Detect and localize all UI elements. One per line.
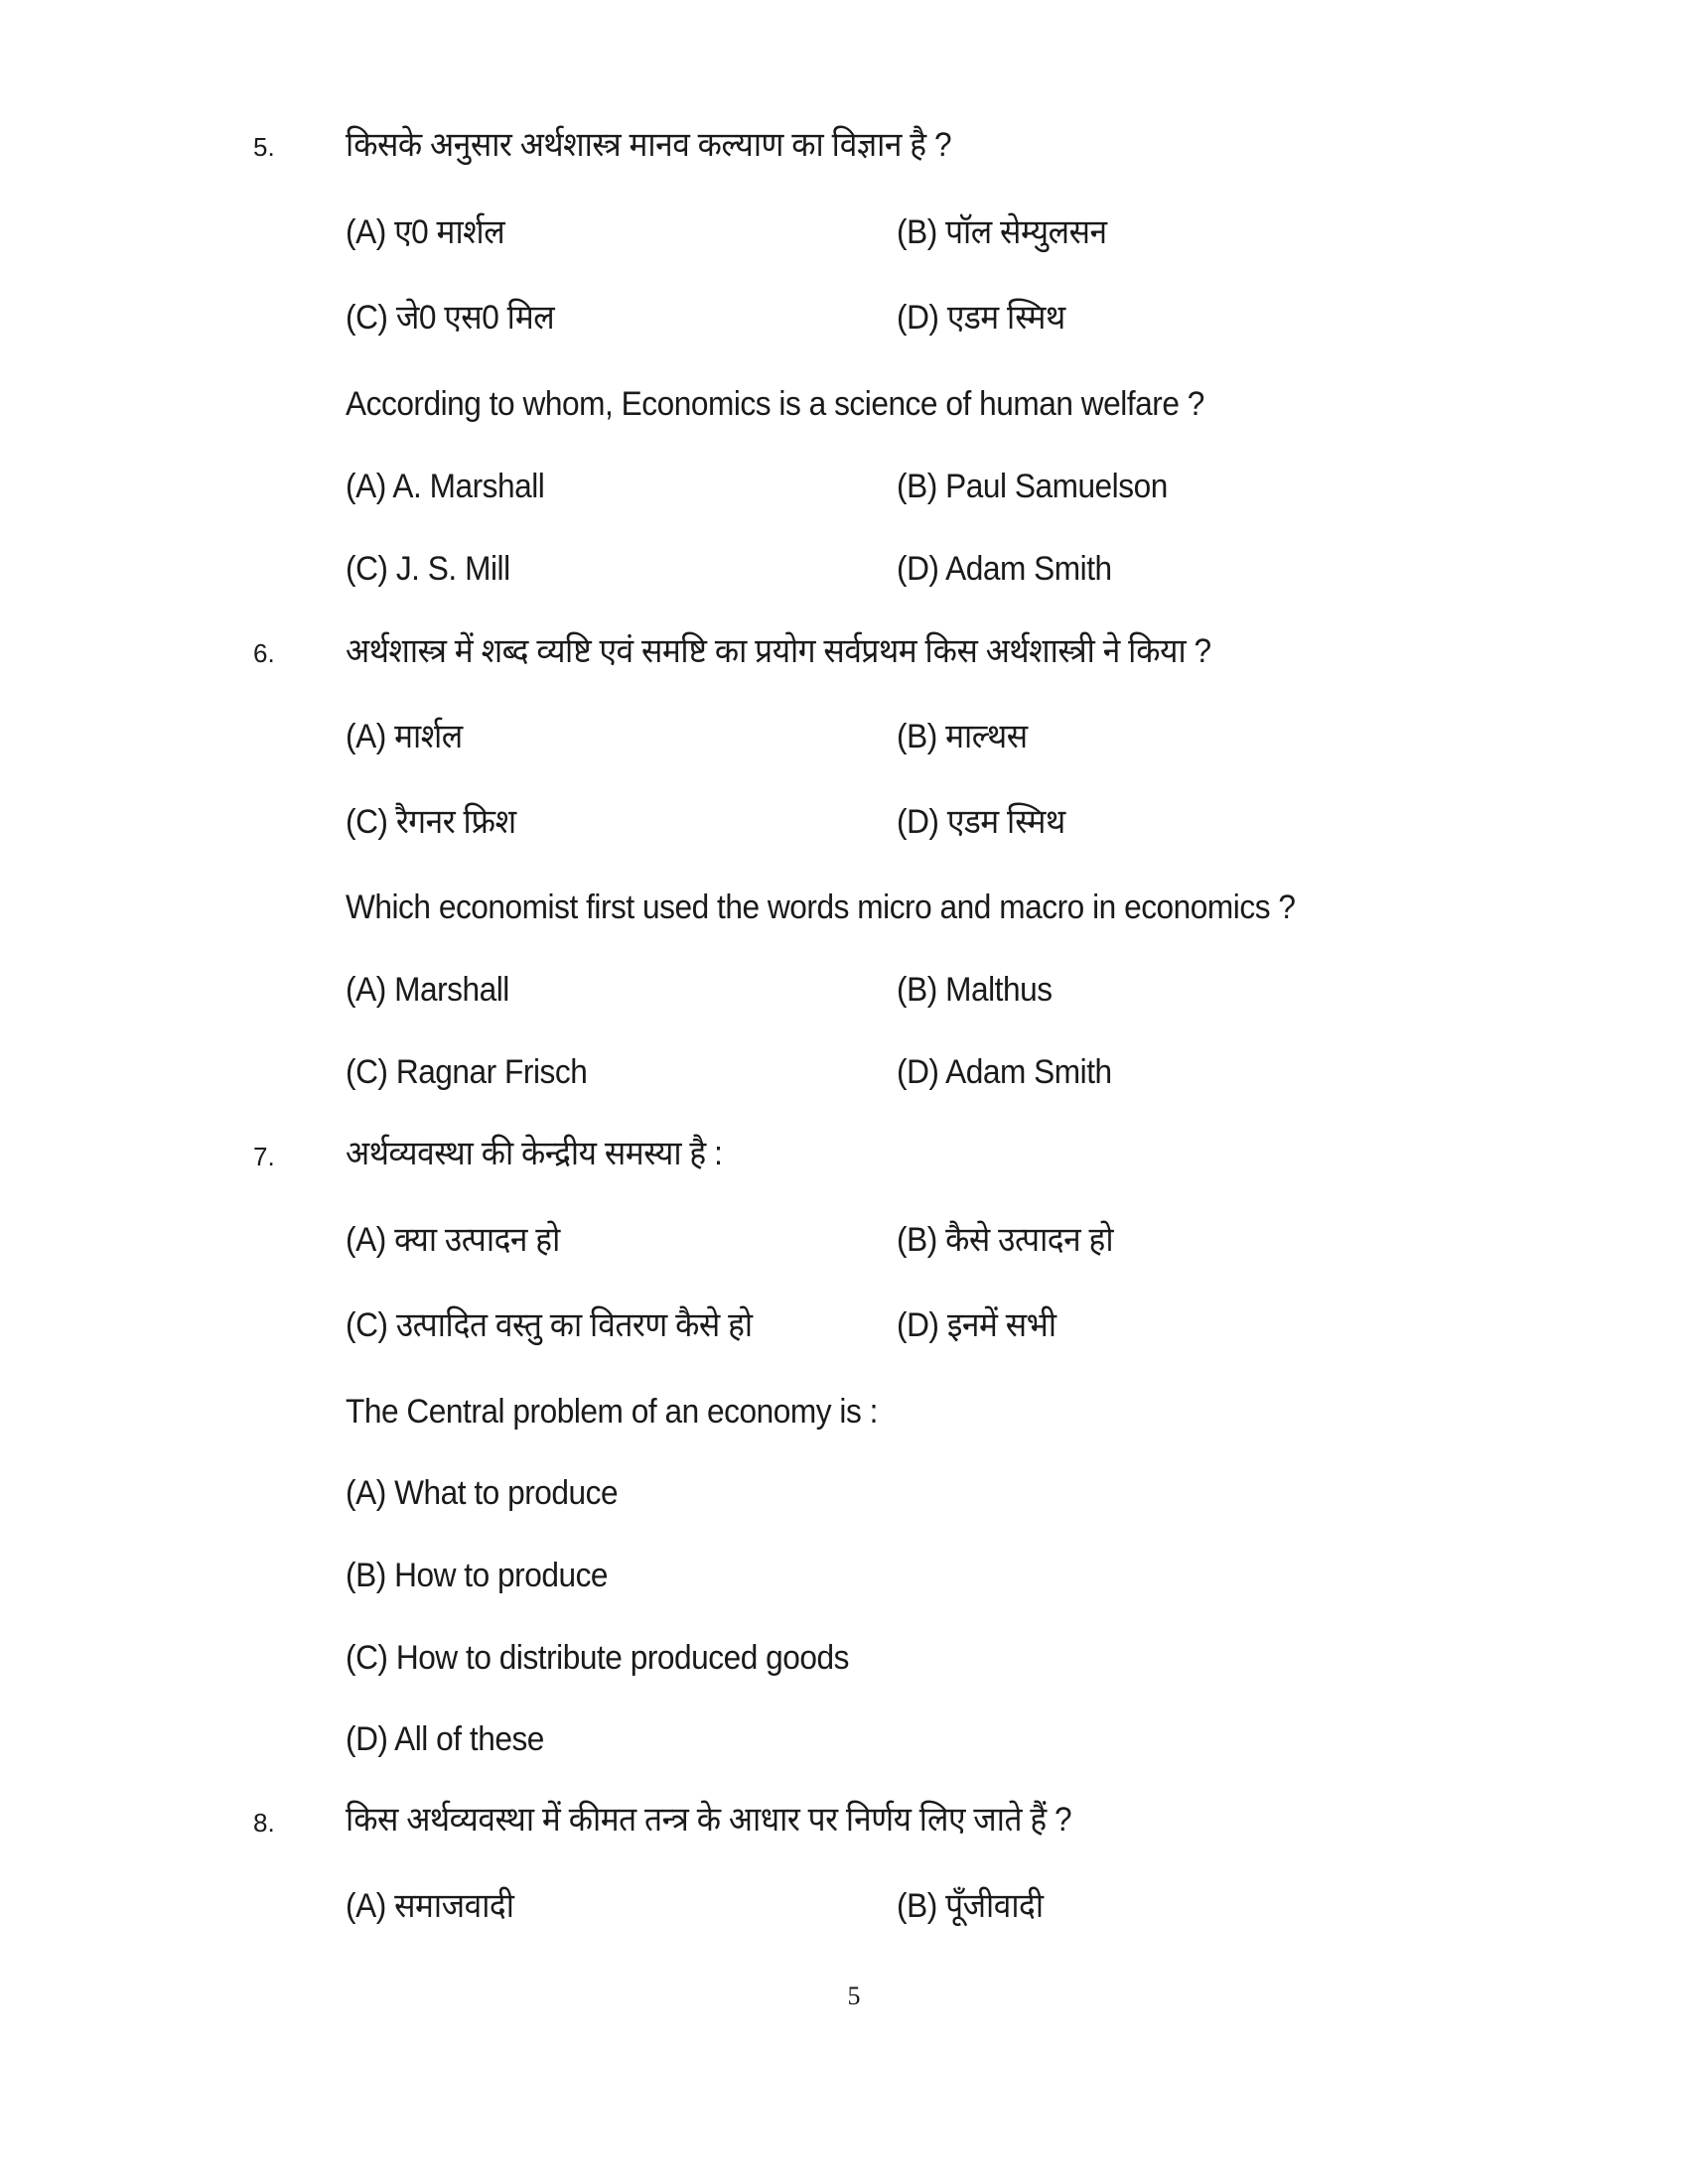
question-number: 5.	[253, 132, 275, 162]
question-number: 6.	[253, 638, 275, 668]
option-b-english: (B) How to produce	[346, 1557, 609, 1594]
option-a-english: (A) Marshall	[346, 971, 509, 1009]
option-a-english: (A) What to produce	[346, 1474, 619, 1512]
option-c-hindi: (C) उत्पादित वस्तु का वितरण कैसे हो	[346, 1306, 753, 1344]
question-text-hindi: किसके अनुसार अर्थशास्त्र मानव कल्याण का विज्ञान है ?	[346, 126, 952, 164]
option-a-hindi: (A) ए0 मार्शल	[346, 213, 505, 251]
option-a-hindi: (A) समाजवादी	[346, 1887, 514, 1925]
option-c-hindi: (C) जे0 एस0 मिल	[346, 299, 555, 337]
option-b-hindi: (B) कैसे उत्पादन हो	[897, 1221, 1114, 1259]
option-c-english: (C) Ragnar Frisch	[346, 1053, 588, 1091]
option-a-hindi: (A) क्या उत्पादन हो	[346, 1221, 560, 1259]
question-text-english: According to whom, Economics is a science of human welfare ?	[346, 385, 1204, 423]
option-a-hindi: (A) मार्शल	[346, 718, 463, 755]
option-b-hindi: (B) पॉल सेम्युलसन	[897, 213, 1107, 251]
question-text-hindi: अर्थव्यवस्था की केन्द्रीय समस्या है :	[346, 1135, 723, 1172]
option-c-english: (C) J. S. Mill	[346, 550, 510, 588]
option-d-english: (D) Adam Smith	[897, 1053, 1112, 1091]
option-a-english: (A) A. Marshall	[346, 468, 545, 505]
question-text-english: The Central problem of an economy is :	[346, 1393, 878, 1431]
option-c-english: (C) How to distribute produced goods	[346, 1639, 850, 1677]
option-b-hindi: (B) माल्थस	[897, 718, 1028, 755]
question-text-english: Which economist first used the words micro and macro in economics ?	[346, 888, 1296, 926]
option-d-english: (D) All of these	[346, 1720, 544, 1758]
question-number: 8.	[253, 1808, 275, 1838]
question-number: 7.	[253, 1142, 275, 1171]
option-d-hindi: (D) एडम स्मिथ	[897, 299, 1065, 337]
option-d-hindi: (D) एडम स्मिथ	[897, 803, 1065, 841]
option-d-english: (D) Adam Smith	[897, 550, 1112, 588]
page-number: 5	[847, 1981, 861, 2010]
option-b-english: (B) Malthus	[897, 971, 1053, 1009]
option-d-hindi: (D) इनमें सभी	[897, 1306, 1056, 1344]
option-b-english: (B) Paul Samuelson	[897, 468, 1168, 505]
question-text-hindi: अर्थशास्त्र में शब्द व्यष्टि एवं समष्टि का प्रयोग सर्वप्रथम किस अर्थशास्त्री ने किया ?	[346, 632, 1211, 670]
option-c-hindi: (C) रैगनर फ्रिश	[346, 803, 516, 841]
option-b-hindi: (B) पूँजीवादी	[897, 1887, 1044, 1925]
question-text-hindi: किस अर्थव्यवस्था में कीमत तन्त्र के आधार पर निर्णय लिए जाते हैं ?	[346, 1801, 1072, 1839]
